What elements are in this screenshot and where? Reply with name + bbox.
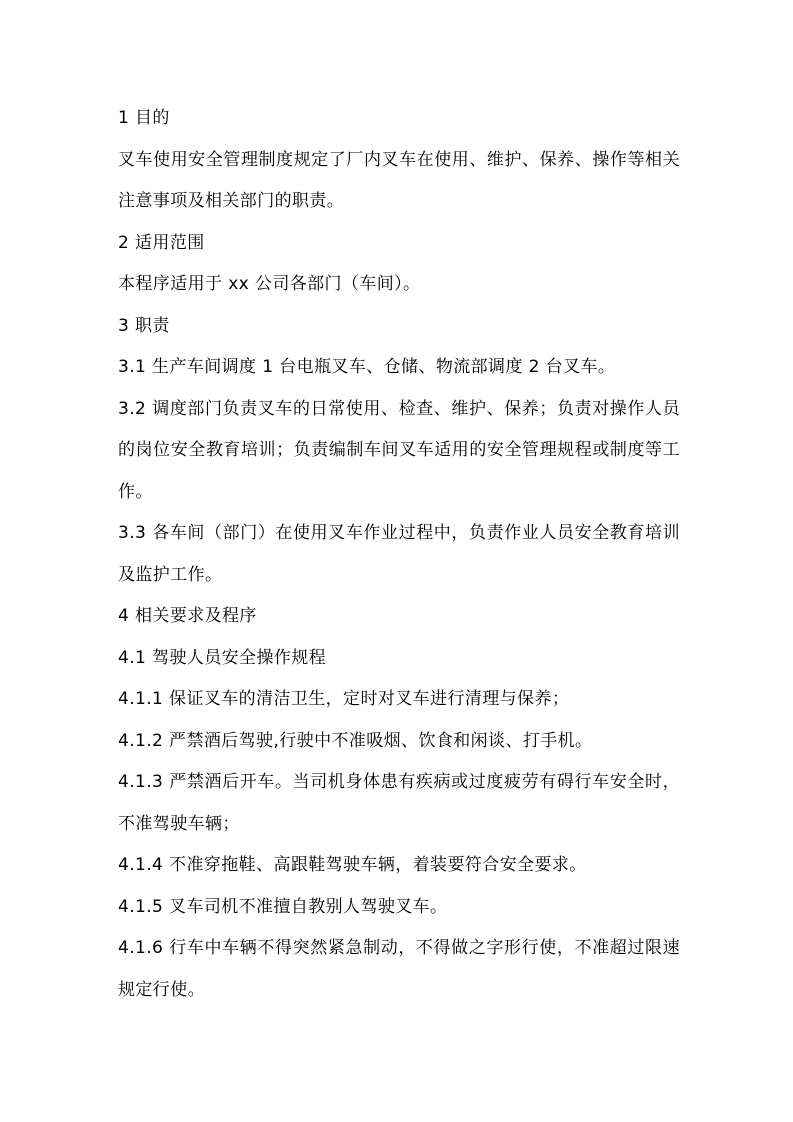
paragraph-4-1-1: 4.1.1 保证叉车的清洁卫生，定时对叉车进行清理与保养； — [118, 689, 570, 709]
paragraph-4-1-2: 4.1.2 严禁酒后驾驶,行驶中不准吸烟、饮食和闲谈、打手机。 — [118, 730, 593, 751]
paragraph-4-1-5: 4.1.5 叉车司机不准擅自教别人驾驶叉车。 — [118, 896, 448, 917]
section-heading-responsibilities: 3 职责 — [118, 315, 170, 336]
paragraph-3-1: 3.1 生产车间调度 1 台电瓶叉车、仓储、物流部调度 2 台叉车。 — [118, 357, 616, 377]
section-heading-scope: 2 适用范围 — [118, 232, 205, 253]
paragraph-3-2: 3.2 调度部门负责叉车的日常使用、检查、维护、保养；负责对操作人员的岗位安全教育培训；负责编制车间叉车适用的安全管理规程或制度等工作。 — [118, 398, 680, 502]
paragraph-4-1-4: 4.1.4 不准穿拖鞋、高跟鞋驾驶车辆，着装要符合安全要求。 — [118, 855, 587, 875]
section-heading-purpose: 1 目的 — [118, 108, 170, 128]
paragraph-4-1-3: 4.1.3 严禁酒后开车。当司机身体患有疾病或过度疲劳有碍行车安全时，不准驾驶车辆； — [118, 772, 680, 834]
paragraph-4-1-6: 4.1.6 行车中车辆不得突然紧急制动，不得做之字形行使，不准超过限速规定行使。 — [118, 938, 680, 1000]
section-heading-requirements: 4 相关要求及程序 — [118, 606, 257, 626]
document-body — [118, 98, 680, 1011]
subsection-heading-4-1: 4.1 驾驶人员安全操作规程 — [118, 647, 327, 668]
paragraph-purpose: 叉车使用安全管理制度规定了厂内叉车在使用、维护、保养、操作等相关注意事项及相关部门的职责。 — [118, 149, 680, 211]
paragraph-scope: 本程序适用于 xx 公司各部门（车间）。 — [118, 274, 421, 294]
paragraph-3-3: 3.3 各车间（部门）在使用叉车作业过程中，负责作业人员安全教育培训及监护工作。 — [118, 523, 680, 585]
